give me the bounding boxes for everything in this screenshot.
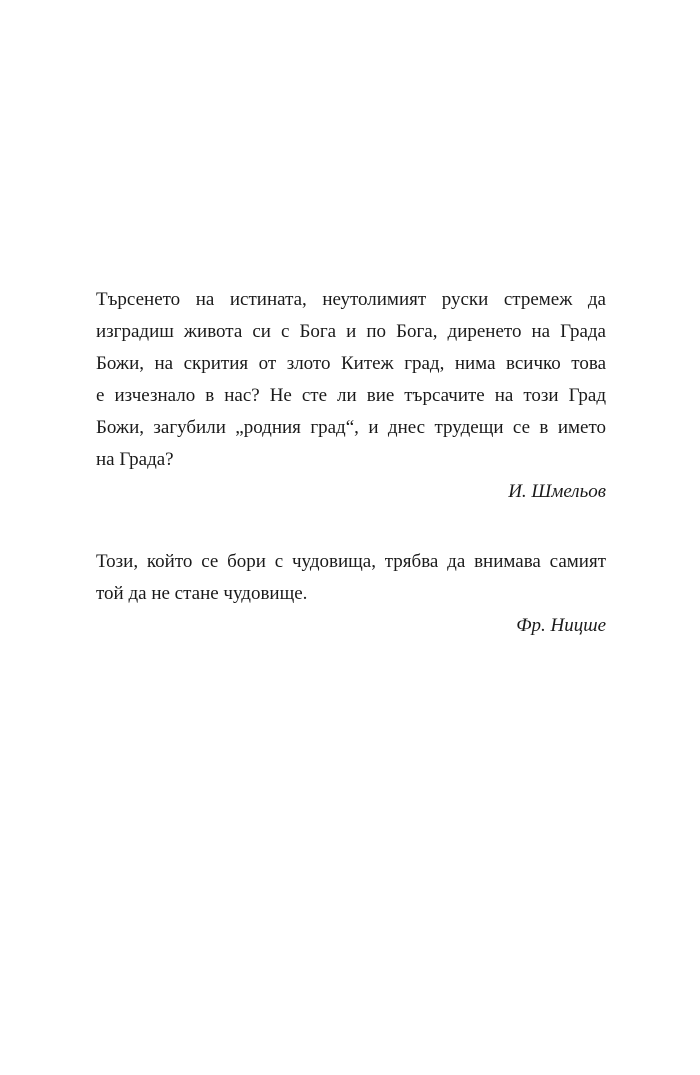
quote-line: Търсенето на истината, неутолимият руски стремеж да (96, 289, 606, 310)
epigraph-quote (96, 546, 606, 610)
epigraph-quote (96, 284, 606, 476)
epigraph-author: Фр. Ницше (516, 615, 606, 636)
epigraph-nietzsche (96, 546, 606, 642)
epigraph-shmelev (96, 284, 606, 508)
quote-line: Божи, загубили „родния град“, и днес трудещи се в името (96, 417, 606, 438)
epigraph-author: И. Шмельов (508, 481, 606, 502)
quote-line: на Града? (96, 449, 174, 470)
quote-line: Божи, на скрития от злото Китеж град, нима всичко това (96, 353, 606, 374)
quote-line: той да не стане чудовище. (96, 583, 308, 604)
quote-line: Този, който се бори с чудовища, трябва да внимава самият (96, 551, 606, 572)
quote-line: изградиш живота си с Бога и по Бога, диренето на Града (96, 321, 606, 342)
quote-line: е изчезнало в нас? Не сте ли вие търсачите на този Град (96, 385, 606, 406)
